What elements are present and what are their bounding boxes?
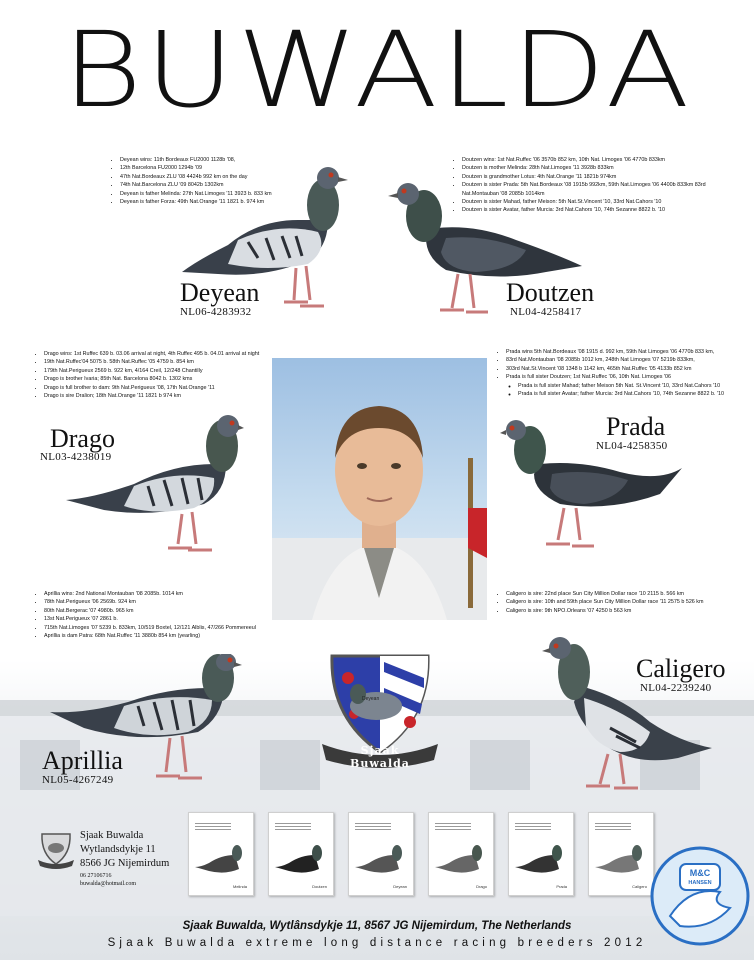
prada-note: • Prada is full sister Doutzen; 1st Nat.Ruffec '06, 10th Nat. Limoges '06 ◦ Prada is full sister Mahad; father Meison 5th Nat. St.Vincent '10, 33rd Nat.Cahors '10 ◦ Prada is full sister Avatar; father Murcia: 3rd Nat.Cahors '10, 74th Sezanne 8822 b. '10 (506, 373, 748, 398)
caligero-note: • Caligero is sire: 10th and 59th place Sun City Million Dollar race '11 2575 b 526 km (506, 598, 748, 606)
deyean-ring: NL06-4283932 (180, 306, 252, 318)
footer-address: Sjaak Buwalda, Wytlânsdykje 11, 8567 JG Nijemirdum, The Netherlands (182, 920, 572, 932)
drago-notes (30, 350, 262, 400)
emblem-banner-text: Sjaak Buwalda (350, 744, 410, 770)
doutzen-note: • Doutzen is mother Melinda: 28th Nat.Limoges '11 3928b 833km (462, 164, 718, 172)
deyean-note: • Deyean is father Melinda: 27th Nat.Limoges '11 3923 b. 833 km (120, 190, 336, 198)
doutzen-note: • Doutzen is sister Prada: 5th Nat.Bordeaux '08 1915b 992km, 59th Nat.Limoges '06 4400b 833km 83rd Nat.Montauban '08 2085b 1014km (462, 181, 718, 198)
page-title: BUWALDA (62, 9, 692, 131)
pedigree-card-name: Caligero (632, 884, 647, 889)
aprillia-note: • 715th Nat.Limoges '07 5239 b. 833km, 10/519 Boxtel, 12/121 Alblis, 47/266 Pommereeul (44, 624, 270, 632)
caligero-note: • Caligero is sire: 9th NPO.Orleans '07 4250 b 563 km (506, 607, 748, 615)
pedigree-card-name: Melinda (232, 884, 247, 889)
caligero-note: • Caligero is sire: 22nd place Sun City Million Dollar race '10 2115 b. 566 km (506, 590, 748, 598)
pedigree-card (428, 812, 494, 896)
footer-tagline: Sjaak Buwalda extreme long distance racing breeders 2012 (107, 937, 647, 949)
pedigree-card-name: Prada (556, 884, 567, 889)
aprillia-note: • 13st Nat.Perigueux '07 2861 b. (44, 615, 270, 623)
doutzen-name: Doutzen (506, 278, 595, 307)
drago-note: • Drago wins: 1st Ruffec 639 b. 03.06 arrival at night, 4th Ruffec 495 b. 04.01 arrival at night (44, 350, 262, 358)
pedigree-card (268, 812, 334, 896)
caligero-pigeon-image (540, 636, 716, 796)
sponsor-name-line2: HANSEN (688, 880, 712, 886)
emblem-bird-name: Deyean (362, 696, 380, 702)
sponsor-name-line1: M&C (689, 868, 711, 878)
deyean-name: Deyean (180, 278, 260, 307)
aprillia-ring: NL05-4267249 (42, 774, 114, 786)
prada-note: • 303rd Nat.St.Vincent '08 1348 b 1142 km, 465th Nat.Ruffec '05 4133b 852 km (506, 365, 748, 373)
deyean-note: • 47th Nat.Bordeaux ZLU '08 4424b 992 km on the day (120, 173, 336, 181)
prada-pigeon-image (500, 420, 684, 555)
breeder-photo (272, 358, 487, 620)
contact-email: buwalda@hotmail.com (80, 881, 137, 887)
small-crest-logo (38, 830, 74, 870)
prada-name: Prada (606, 412, 666, 441)
contact-city: 8566 JG Nijemirdum (80, 858, 170, 869)
pedigree-card-name: Doutzen (312, 884, 327, 889)
contact-name: Sjaak Buwalda (80, 830, 144, 841)
prada-note: • Prada wins 5th Nat.Bordeaux '08 1915 d. 992 km, 59th Nat Limoges '06 4770b 833 km, (506, 348, 748, 356)
doutzen-note: • Doutzen is sister Mahad, father Meison: 5th Nat.St.Vincent '10, 33rd Nat.Cahors '10 (462, 198, 718, 206)
prada-notes (492, 348, 748, 398)
caligero-ring: NL04-2239240 (640, 682, 712, 694)
deyean-note: • Deyean is father Forza: 49th Nat.Orange '11 1821 b. 974 km (120, 198, 336, 206)
aprillia-note: • Aprillia wins: 2nd National Montauban '08 2085b. 1014 km (44, 590, 270, 598)
pedigree-card (188, 812, 254, 896)
prada-subnote: ◦ Prada is full sister Mahad; father Meison 5th Nat. St.Vincent '10, 33rd Nat.Cahors '10 (518, 382, 748, 390)
pedigree-card (348, 812, 414, 896)
contact-street: Wytlandsdykje 11 (80, 844, 156, 855)
aprillia-note: • 80th Nat.Bergerac '07 4980b. 965 km (44, 607, 270, 615)
doutzen-note: • Doutzen is grandmother Lotus: 4th Nat.Orange '11 1821b 974km (462, 173, 718, 181)
pedigree-card-name: Drago (476, 884, 487, 889)
drago-name: Drago (50, 424, 115, 453)
drago-note: • 179th Nat.Perigueux 2569 b. 922 km, 4/164 Creil, 12/248 Chantilly (44, 367, 262, 375)
aprillia-note: • Aprillia is dam Patra: 68th Nat.Ruffec '11 3880b 854 km (yearling) (44, 632, 270, 640)
drago-ring: NL03-4238019 (40, 451, 112, 463)
drago-note: • Drago is brother Ivaria; 85th Nat. Barcelona 8042 b. 1302 kms (44, 375, 262, 383)
doutzen-ring: NL04-4258417 (510, 306, 582, 318)
doutzen-note: • Doutzen is sister Avatar, father Murcia: 3rd Nat.Cahors '10, 74th Sezanne 8822 b. '10 (462, 206, 718, 214)
aprillia-note: • 78th Nat.Perigueux '06 2569b. 924 km (44, 598, 270, 606)
contact-phone: 06 27106716 (80, 873, 112, 879)
aprillia-notes (30, 590, 270, 640)
pedigree-card (588, 812, 654, 896)
aprillia-name: Aprillia (42, 746, 123, 775)
drago-pigeon-image (64, 414, 244, 559)
pedigree-card (508, 812, 574, 896)
pedigree-card-name: Deyean (393, 884, 407, 889)
caligero-name: Caligero (636, 654, 726, 683)
drago-note: • Drago is full brother to dam: 9th Nat.Perigueux '08, 17th Nat.Orange '11 (44, 384, 262, 392)
prada-note: • 83rd Nat.Montauban '08 2085b 1012 km, 248th Nat Limoges '07 5219b 833km, (506, 356, 748, 364)
deyean-note: • Deyean wins: 11th Bordeaux FU2000 1128b '08, (120, 156, 336, 164)
prada-subnote: ◦ Prada is full sister Avatar; father Murcia: 3rd Nat.Cahors '10, 74th Sezanne 8822 b. '10 (518, 390, 748, 398)
deyean-note: • 12th Barcelona FU2000 1294b '09 (120, 164, 336, 172)
caligero-notes (492, 590, 748, 615)
deyean-note: • 74th Nat.Barcelona ZLU '09 8042b 1302km (120, 181, 336, 189)
prada-ring: NL04-4258350 (596, 440, 668, 452)
drago-note: • 19th Nat.Ruffec'04 5075 b. 58th Nat.Ruffec '05 4759 b. 854 km (44, 358, 262, 366)
drago-note: • Drago is sire Dralion; 18th Nat.Orange '11 1821 b 974 km (44, 392, 262, 400)
doutzen-note: • Doutzen wins: 1st Nat.Ruffec '06 3570b 852 km, 10th Nat. Limoges '06 4770b 833km (462, 156, 718, 164)
